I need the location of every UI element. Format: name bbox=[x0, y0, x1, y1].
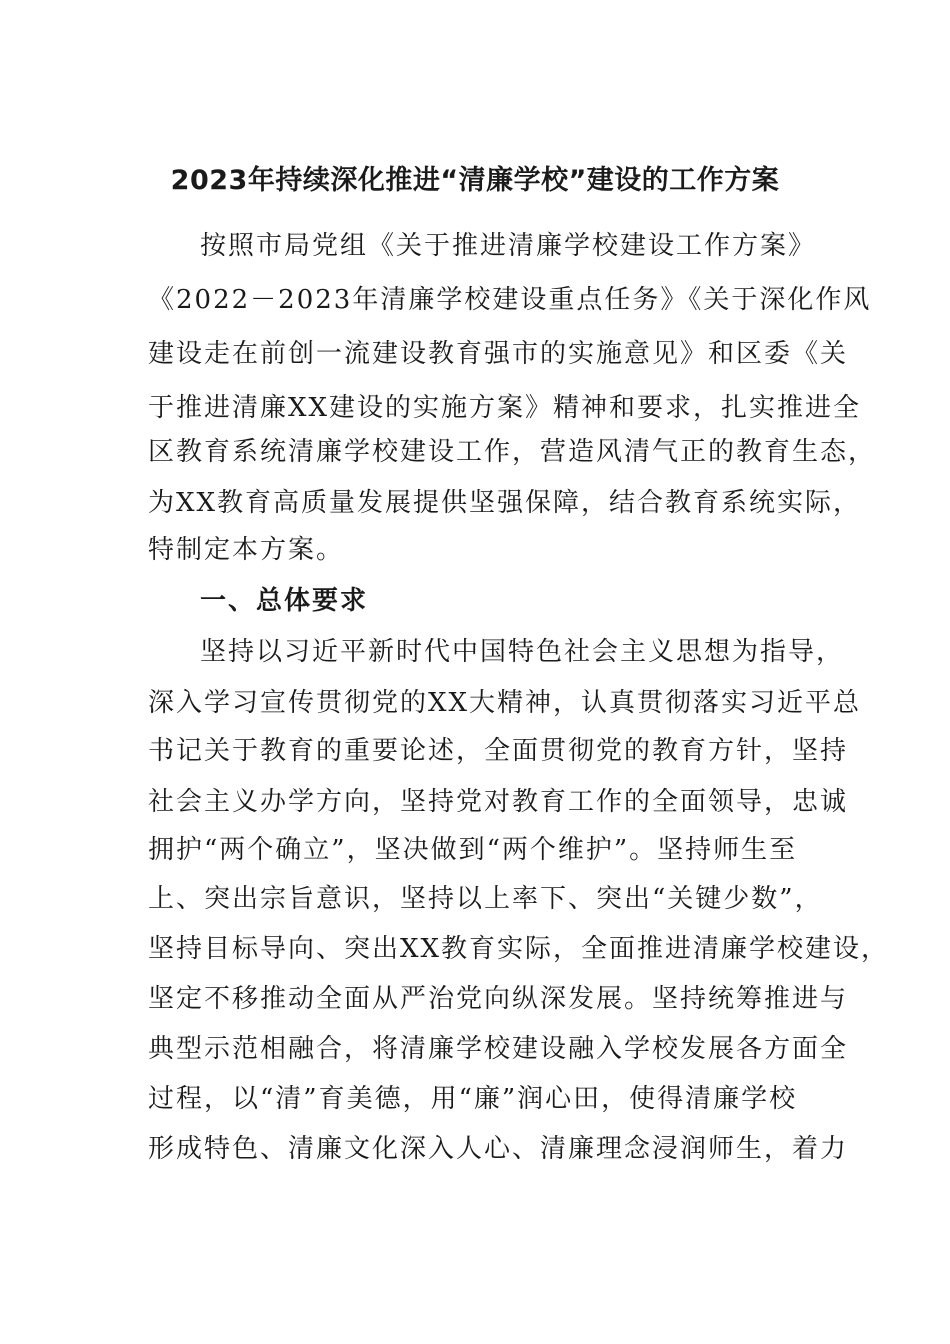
intro-line-7: 特制定本方案。 bbox=[148, 535, 345, 565]
intro-line-5: 区教育系统清廉学校建设工作，营造风清气正的教育生态， bbox=[148, 437, 877, 467]
section-heading: 一、总体要求 bbox=[200, 586, 369, 616]
body-line-3: 书记关于教育的重要论述，全面贯彻党的教育方针，坚持 bbox=[148, 736, 849, 766]
body-line-5: 拥护“两个确立”，坚决做到“两个维护”。坚持师生至 bbox=[148, 835, 798, 865]
body-line-1: 坚持以习近平新时代中国特色社会主义思想为指导， bbox=[200, 637, 845, 667]
intro-line-2: 《2022－2023年清廉学校建设重点任务》《关于深化作风 bbox=[148, 285, 872, 315]
document-title: 2023年持续深化推进“清廉学校”建设的工作方案 bbox=[170, 165, 780, 196]
body-line-4: 社会主义办学方向，坚持党对教育工作的全面领导，忠诚 bbox=[148, 787, 849, 817]
body-line-9: 典型示范相融合，将清廉学校建设融入学校发展各方面全 bbox=[148, 1034, 849, 1064]
body-line-2: 深入学习宣传贯彻党的XX大精神，认真贯彻落实习近平总 bbox=[148, 688, 862, 718]
body-line-11: 形成特色、清廉文化深入人心、清廉理念浸润师生，着力 bbox=[148, 1134, 849, 1164]
body-line-10: 过程，以“清”育美德，用“廉”润心田，使得清廉学校 bbox=[148, 1084, 798, 1114]
body-line-6: 上、突出宗旨意识，坚持以上率下、突出“关键少数”， bbox=[148, 884, 823, 914]
body-line-8: 坚定不移推动全面从严治党向纵深发展。坚持统筹推进与 bbox=[148, 984, 849, 1014]
intro-line-1: 按照市局党组《关于推进清廉学校建设工作方案》 bbox=[200, 231, 817, 261]
intro-line-4: 于推进清廉XX建设的实施方案》精神和要求，扎实推进全 bbox=[148, 393, 862, 423]
intro-line-3: 建设走在前创一流建设教育强市的实施意见》和区委《关 bbox=[148, 339, 849, 369]
intro-line-6: 为XX教育高质量发展提供坚强保障，结合教育系统实际， bbox=[148, 488, 862, 518]
body-line-7: 坚持目标导向、突出XX教育实际，全面推进清廉学校建设， bbox=[148, 934, 890, 964]
